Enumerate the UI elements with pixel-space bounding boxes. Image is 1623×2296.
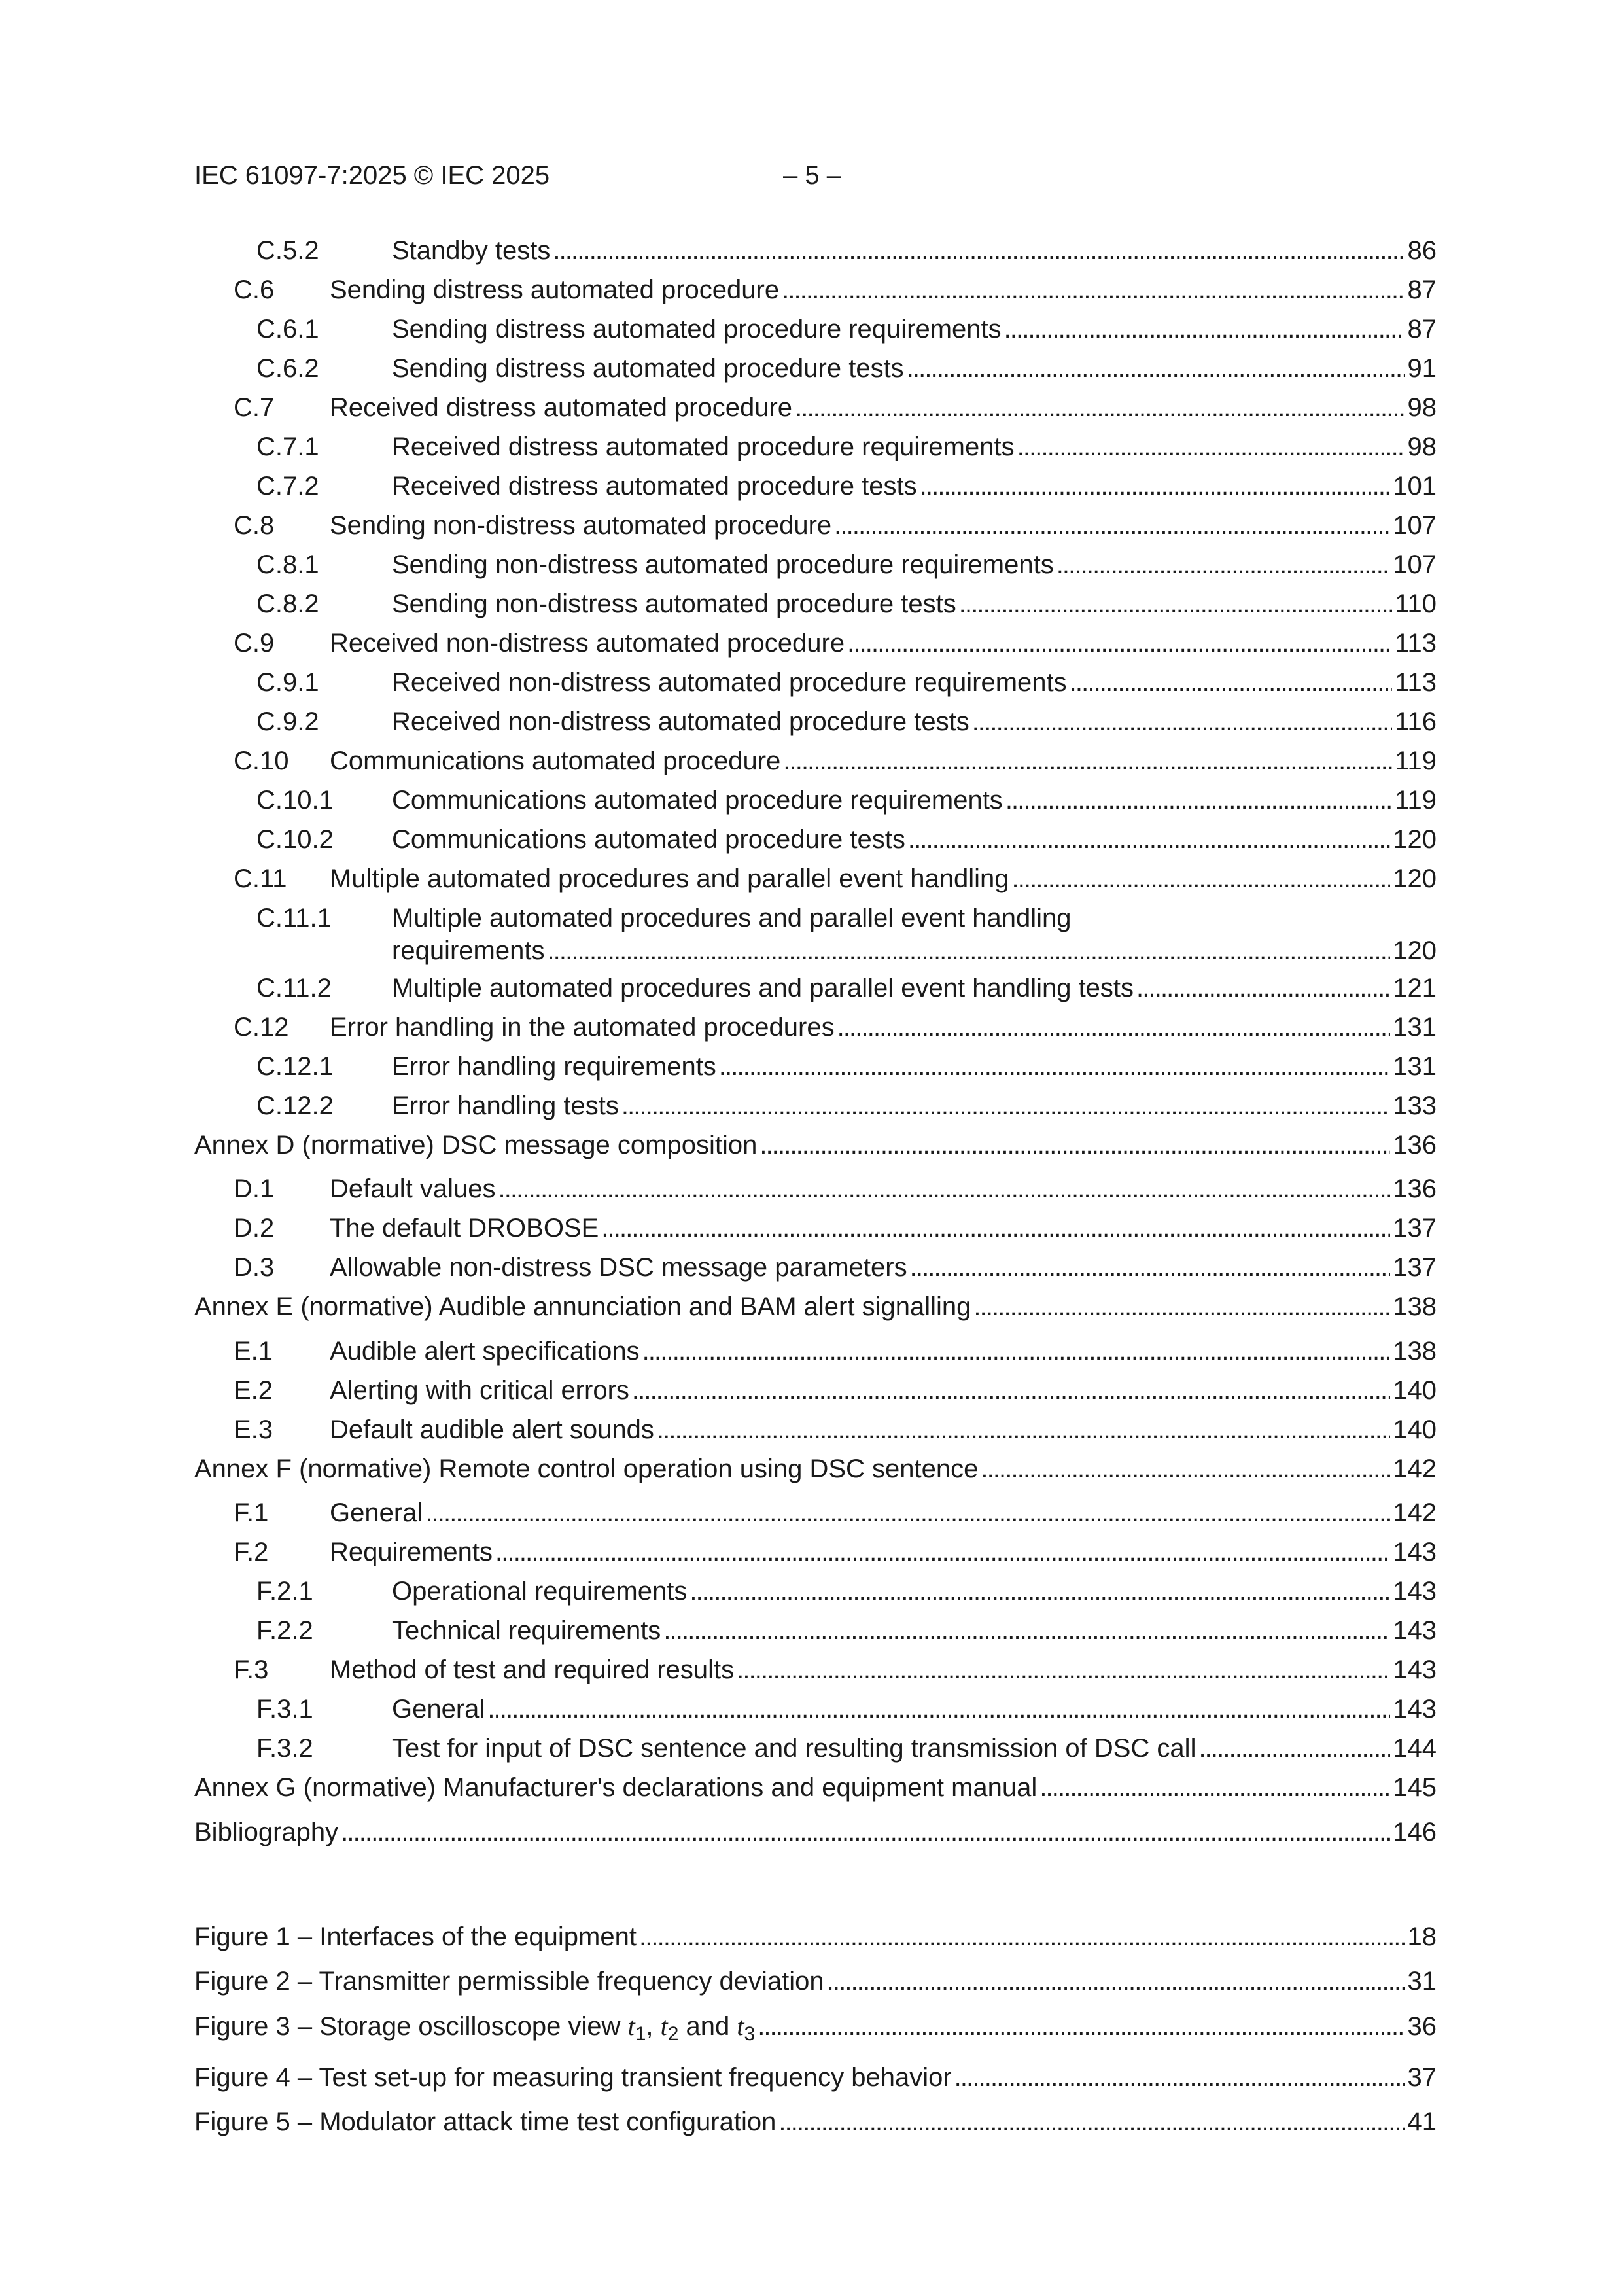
dot-leader — [795, 391, 1405, 424]
toc-entry-title: Error handling tests — [392, 1091, 619, 1120]
toc-entry-line — [330, 862, 1437, 895]
toc-entry-number: C.12 — [234, 1013, 289, 1042]
toc-entry-number: C.8.2 — [256, 590, 319, 618]
toc-entry-title: Communications automated procedure tests — [392, 825, 905, 854]
toc-entry[interactable] — [194, 1050, 1437, 1083]
toc-entry-number: C.8.1 — [256, 550, 319, 579]
dot-leader — [737, 1653, 1390, 1686]
toc-entry[interactable] — [194, 1089, 1437, 1122]
toc-entry-line — [392, 1575, 1437, 1608]
dot-leader — [719, 1050, 1390, 1083]
toc-entry-title: Sending non-distress automated procedure tests — [392, 590, 956, 618]
toc-entry-title: Sending distress automated procedure tests — [392, 354, 904, 383]
toc-entry-line — [330, 1011, 1437, 1044]
toc-entry[interactable] — [194, 352, 1437, 385]
toc-entry-title: Standby tests — [392, 236, 551, 265]
toc-entry-line — [392, 705, 1437, 738]
toc-entry-line — [330, 627, 1437, 660]
dot-leader — [1017, 431, 1405, 463]
figure-list-entry[interactable] — [194, 1920, 1437, 1953]
toc-entry-title: General — [392, 1695, 485, 1723]
dot-leader — [689, 1575, 1390, 1608]
toc-entry[interactable] — [194, 1453, 1437, 1485]
toc-entry-title: Received distress automated procedure — [330, 393, 793, 422]
toc-entry-line — [392, 823, 1437, 856]
toc-entry-title: Annex F (normative) Remote control operation using DSC sentence — [194, 1455, 979, 1483]
toc-entry-page: 120 — [1393, 936, 1437, 965]
figure-list-entry[interactable] — [194, 2010, 1437, 2043]
toc-entry-line — [330, 391, 1437, 424]
toc-entry-number: E.2 — [234, 1376, 273, 1405]
toc-entry-line — [392, 1050, 1437, 1083]
toc-entry-page: 107 — [1393, 550, 1437, 579]
dot-leader — [1039, 1771, 1390, 1804]
dot-leader — [1136, 972, 1390, 1004]
toc-entry[interactable] — [194, 627, 1437, 660]
toc-entry-page: 91 — [1407, 354, 1437, 383]
toc-entry-line — [194, 1816, 1437, 1848]
figure-entry-title: Figure 1 – Interfaces of the equipment — [194, 1922, 637, 1951]
separator-comma: , — [646, 2012, 661, 2041]
dot-leader — [783, 745, 1392, 777]
toc-entry[interactable] — [194, 1732, 1437, 1765]
dot-leader — [553, 234, 1405, 267]
toc-entry-page: 120 — [1393, 864, 1437, 893]
toc-entry-page: 120 — [1393, 825, 1437, 854]
toc-entry-line — [392, 666, 1437, 699]
variable-t3: t — [737, 2011, 744, 2041]
toc-entry[interactable] — [194, 745, 1437, 777]
toc-entry-page: 137 — [1393, 1253, 1437, 1282]
toc-entry-page: 143 — [1393, 1695, 1437, 1723]
toc-entry-page: 146 — [1393, 1818, 1437, 1846]
page-header — [194, 159, 1437, 192]
toc-entry-number: D.1 — [234, 1174, 275, 1203]
toc-entry-line — [392, 234, 1437, 267]
toc-entry-page: 143 — [1393, 1655, 1437, 1684]
toc-entry[interactable] — [194, 588, 1437, 620]
dot-leader — [758, 2010, 1405, 2043]
dot-leader — [1005, 784, 1392, 817]
toc-entry-number: F.2.1 — [256, 1577, 313, 1606]
toc-entry[interactable] — [194, 313, 1437, 345]
dot-leader — [759, 1129, 1390, 1161]
dot-leader — [1011, 862, 1390, 895]
toc-entry-line — [392, 1614, 1437, 1647]
toc-entry-title: The default DROBOSE — [330, 1214, 599, 1243]
toc-entry-number: C.11.2 — [256, 974, 332, 1002]
dot-leader — [341, 1816, 1390, 1848]
toc-entry[interactable] — [194, 1335, 1437, 1368]
dot-leader — [834, 509, 1390, 542]
toc-entry-page: 136 — [1393, 1174, 1437, 1203]
toc-entry-title: Sending non-distress automated procedure requirements — [392, 550, 1054, 579]
toc-entry-number: C.12.2 — [256, 1091, 334, 1120]
toc-entry-number: C.6.2 — [256, 354, 319, 383]
toc-entry-number: C.10 — [234, 747, 289, 775]
figure-title-text: Figure 3 – Storage oscilloscope view — [194, 2012, 628, 2041]
toc-entry-number: F.2.2 — [256, 1616, 313, 1645]
toc-entry-page: 107 — [1393, 511, 1437, 540]
toc-entry-title: Sending distress automated procedure — [330, 275, 780, 304]
dot-leader — [1070, 666, 1393, 699]
toc-entry-line — [330, 1536, 1437, 1568]
toc-entry-title: Received non-distress automated procedure — [330, 629, 845, 658]
toc-entry-title: Annex D (normative) DSC message composition — [194, 1131, 758, 1159]
toc-entry-title: Annex G (normative) Manufacturer's declarations and equipment manual — [194, 1773, 1038, 1802]
toc-entry-number: D.2 — [234, 1214, 275, 1243]
toc-entry-line — [330, 1212, 1437, 1245]
toc-entry[interactable] — [194, 705, 1437, 738]
toc-entry-page: 119 — [1395, 786, 1437, 815]
toc-entry-title: Multiple automated procedures and parallel event handling — [330, 864, 1009, 893]
toc-entry-number: C.12.1 — [256, 1052, 334, 1081]
dot-leader — [910, 1251, 1391, 1284]
toc-entry-title: Sending non-distress automated procedure — [330, 511, 832, 540]
toc-entry-page: 116 — [1395, 707, 1437, 736]
toc-entry[interactable] — [194, 431, 1437, 463]
figure-entry-line — [194, 2061, 1437, 2094]
toc-entry-page: 98 — [1407, 433, 1437, 461]
dot-leader — [639, 1920, 1405, 1953]
dot-leader — [959, 588, 1392, 620]
dot-leader — [601, 1212, 1390, 1245]
toc-entry-line — [330, 509, 1437, 542]
toc-entry-line — [392, 784, 1437, 817]
toc-entry[interactable] — [194, 1614, 1437, 1647]
toc-entry-title: Received non-distress automated procedure tests — [392, 707, 969, 736]
toc-entry-line — [392, 352, 1437, 385]
toc-entry-title: Received distress automated procedure tests — [392, 472, 917, 501]
variable-t2: t — [660, 2011, 668, 2041]
toc-entry-page: 142 — [1393, 1455, 1437, 1483]
figure-entry-line — [194, 2010, 1437, 2051]
dot-leader — [837, 1011, 1391, 1044]
toc-entry-number: C.10.2 — [256, 825, 334, 854]
toc-entry-title: Requirements — [330, 1538, 493, 1566]
toc-entry-line — [392, 1693, 1437, 1725]
toc-entry-page: 136 — [1393, 1131, 1437, 1159]
toc-entry-number: E.1 — [234, 1337, 273, 1366]
toc-entry-page: 101 — [1393, 472, 1437, 501]
toc-entry-line — [330, 1496, 1437, 1529]
dot-leader — [425, 1496, 1390, 1529]
toc-entry-title: Audible alert specifications — [330, 1337, 640, 1366]
toc-entry[interactable] — [194, 862, 1437, 895]
toc-entry[interactable] — [194, 1011, 1437, 1044]
dot-leader — [907, 352, 1405, 385]
toc-entry-page: 87 — [1407, 275, 1437, 304]
toc-entry-number: E.3 — [234, 1415, 273, 1444]
dot-leader — [1198, 1732, 1390, 1765]
dot-leader — [981, 1453, 1390, 1485]
dot-leader — [632, 1374, 1390, 1407]
variable-t2-subscript: 2 — [667, 2023, 679, 2045]
toc-entry-line — [392, 972, 1437, 1004]
toc-entry[interactable] — [194, 902, 1437, 967]
dot-leader — [621, 1089, 1390, 1122]
toc-entry-page: 144 — [1393, 1734, 1437, 1763]
toc-entry-number: C.10.1 — [256, 786, 334, 815]
dot-leader — [847, 627, 1392, 660]
toc-entry-line — [392, 588, 1437, 620]
toc-entry-page: 131 — [1393, 1052, 1437, 1081]
toc-entry[interactable] — [194, 1771, 1437, 1804]
toc-entry-line — [330, 1413, 1437, 1446]
dot-leader — [972, 705, 1393, 738]
toc-entry-title: Alerting with critical errors — [330, 1376, 629, 1405]
toc-entry[interactable] — [194, 1374, 1437, 1407]
toc-entry[interactable] — [194, 666, 1437, 699]
figure-entry-page: 41 — [1407, 2108, 1437, 2136]
toc-entry-title: Multiple automated procedures and parallel event handling tests — [392, 974, 1134, 1002]
figure-list-entry[interactable] — [194, 2106, 1437, 2138]
toc-entry-page: 86 — [1407, 236, 1437, 265]
toc-entry-line — [392, 431, 1437, 463]
toc-entry-title: requirements — [392, 936, 545, 965]
toc-entry-page: 137 — [1393, 1214, 1437, 1243]
toc-entry[interactable] — [194, 1816, 1437, 1848]
dot-leader — [778, 2106, 1405, 2138]
toc-entry-page: 138 — [1393, 1337, 1437, 1366]
toc-entry-title: Method of test and required results — [330, 1655, 735, 1684]
toc-entry-number: C.9.2 — [256, 707, 319, 736]
figure-entry-title: Figure 4 – Test set-up for measuring transient frequency behavior — [194, 2063, 952, 2092]
header-document-id: IEC 61097-7:2025 © IEC 2025 — [194, 161, 550, 190]
toc-entry-title-line1: Multiple automated procedures and parallel event handling — [392, 904, 1072, 932]
toc-entry-number: C.7 — [234, 393, 275, 422]
toc-entry[interactable] — [194, 1653, 1437, 1686]
dot-leader — [1056, 548, 1391, 581]
toc-entry-number: C.8 — [234, 511, 275, 540]
toc-entry-line — [330, 1335, 1437, 1368]
toc-entry-title: General — [330, 1498, 423, 1527]
toc-entry-page: 119 — [1395, 747, 1437, 775]
toc-entry-line — [392, 470, 1437, 503]
toc-entry[interactable] — [194, 1251, 1437, 1284]
dot-leader — [973, 1290, 1390, 1323]
toc-entry[interactable] — [194, 1496, 1437, 1529]
toc-entry-page: 145 — [1393, 1773, 1437, 1802]
toc-entry[interactable] — [194, 1536, 1437, 1568]
toc-entry-number: D.3 — [234, 1253, 275, 1282]
toc-entry-page: 87 — [1407, 315, 1437, 344]
toc-entry-title: Allowable non-distress DSC message parameters — [330, 1253, 907, 1282]
dot-leader — [1004, 313, 1405, 345]
variable-t1: t — [627, 2011, 635, 2041]
figure-entry-line — [194, 1965, 1437, 1998]
toc-entry[interactable] — [194, 391, 1437, 424]
toc-entry-number: C.6 — [234, 275, 275, 304]
toc-entry-page: 143 — [1393, 1538, 1437, 1566]
toc-entry-page: 110 — [1395, 590, 1437, 618]
toc-entry-title: Bibliography — [194, 1818, 339, 1846]
toc-entry-line — [392, 548, 1437, 581]
figure-entry-title — [194, 2010, 755, 2051]
toc-entry-title: Test for input of DSC sentence and resulting transmission of DSC call — [392, 1734, 1196, 1763]
toc-entry[interactable] — [194, 784, 1437, 817]
figure-entry-line — [194, 2106, 1437, 2138]
toc-entry[interactable] — [194, 1290, 1437, 1323]
toc-entry-number: C.5.2 — [256, 236, 319, 265]
variable-t3-subscript: 3 — [744, 2023, 756, 2045]
toc-entry-line — [194, 1453, 1437, 1485]
toc-entry-number: C.9.1 — [256, 668, 319, 697]
toc-entry-number: F.3.2 — [256, 1734, 313, 1763]
dot-leader — [498, 1173, 1390, 1205]
dot-leader — [547, 934, 1390, 967]
toc-entry-page: 143 — [1393, 1616, 1437, 1645]
figure-entry-title: Figure 2 – Transmitter permissible frequency deviation — [194, 1967, 824, 1996]
toc-entry-line — [330, 1374, 1437, 1407]
toc-entry-title: Received non-distress automated procedure requirements — [392, 668, 1067, 697]
toc-entry-number: C.7.1 — [256, 433, 319, 461]
toc-entry-number: C.9 — [234, 629, 275, 658]
toc-entry-number: F.1 — [234, 1498, 269, 1527]
toc-entry[interactable] — [194, 1129, 1437, 1161]
toc-entry-line — [330, 1173, 1437, 1205]
toc-entry-number: F.3 — [234, 1655, 269, 1684]
toc-entry-page: 133 — [1393, 1091, 1437, 1120]
figure-entry-page: 31 — [1407, 1967, 1437, 1996]
toc-entry[interactable] — [194, 470, 1437, 503]
toc-entry-page: 113 — [1395, 668, 1437, 697]
figure-entry-page: 18 — [1407, 1922, 1437, 1951]
toc-entry-line — [330, 1251, 1437, 1284]
toc-entry-title: Technical requirements — [392, 1616, 661, 1645]
toc-entry-number: F.3.1 — [256, 1695, 313, 1723]
dot-leader — [954, 2061, 1405, 2094]
toc-entry[interactable] — [194, 274, 1437, 306]
dot-leader — [642, 1335, 1391, 1368]
toc-entry[interactable] — [194, 972, 1437, 1004]
toc-entry-title: Received distress automated procedure requirements — [392, 433, 1015, 461]
toc-entry[interactable] — [194, 1575, 1437, 1608]
figure-list-entry[interactable] — [194, 2061, 1437, 2094]
toc-entry-title: Error handling requirements — [392, 1052, 716, 1081]
toc-entry[interactable] — [194, 1173, 1437, 1205]
toc-entry[interactable] — [194, 548, 1437, 581]
dot-leader — [920, 470, 1391, 503]
toc-entry-title: Communications automated procedure — [330, 747, 781, 775]
figure-entry-page: 36 — [1407, 2012, 1437, 2041]
toc-entry-number: F.2 — [234, 1538, 269, 1566]
toc-entry-line — [194, 1771, 1437, 1804]
toc-entry-title: Default values — [330, 1174, 496, 1203]
toc-entry-title: Sending distress automated procedure requirements — [392, 315, 1002, 344]
toc-entry-page: 143 — [1393, 1577, 1437, 1606]
variable-t1-subscript: 1 — [635, 2023, 646, 2045]
toc-entry-line — [392, 934, 1437, 967]
toc-entry-title: Communications automated procedure requirements — [392, 786, 1003, 815]
figure-entry-line — [194, 1920, 1437, 1953]
toc-entry-line — [392, 1089, 1437, 1122]
header-page-number: – 5 – — [783, 161, 841, 190]
toc-entry-number: C.6.1 — [256, 315, 319, 344]
toc-entry-line — [330, 1653, 1437, 1686]
dot-leader — [495, 1536, 1390, 1568]
toc-entry-page: 140 — [1393, 1376, 1437, 1405]
toc-entry-title: Error handling in the automated procedures — [330, 1013, 835, 1042]
toc-entry-page: 142 — [1393, 1498, 1437, 1527]
toc-entry-title: Annex E (normative) Audible annunciation and BAM alert signalling — [194, 1292, 971, 1321]
dot-leader — [908, 823, 1390, 856]
toc-entry[interactable] — [194, 823, 1437, 856]
toc-entry-number: C.7.2 — [256, 472, 319, 501]
toc-entry-page: 138 — [1393, 1292, 1437, 1321]
dot-leader — [827, 1965, 1405, 1998]
toc-entry-page: 131 — [1393, 1013, 1437, 1042]
figure-entry-title: Figure 5 – Modulator attack time test configuration — [194, 2108, 777, 2136]
toc-entry-page: 121 — [1393, 974, 1437, 1002]
separator-and: and — [678, 2012, 737, 2041]
dot-leader — [487, 1693, 1390, 1725]
figure-entry-page: 37 — [1407, 2063, 1437, 2092]
dot-leader — [782, 274, 1405, 306]
toc-entry-number: C.11.1 — [256, 904, 332, 932]
toc-entry[interactable] — [194, 1212, 1437, 1245]
toc-entry-title: Default audible alert sounds — [330, 1415, 654, 1444]
toc-entry-number: C.11 — [234, 864, 287, 893]
toc-entry[interactable] — [194, 1413, 1437, 1446]
toc-entry-line — [392, 313, 1437, 345]
dot-leader — [657, 1413, 1390, 1446]
figure-list-entry[interactable] — [194, 1965, 1437, 1998]
toc-entry-page: 113 — [1395, 629, 1437, 658]
toc-entry[interactable] — [194, 509, 1437, 542]
dot-leader — [663, 1614, 1390, 1647]
toc-entry-title: Operational requirements — [392, 1577, 688, 1606]
toc-entry[interactable] — [194, 234, 1437, 267]
toc-entry-line — [392, 1732, 1437, 1765]
toc-entry-line — [194, 1290, 1437, 1323]
toc-entry[interactable] — [194, 1693, 1437, 1725]
toc-entry-line — [330, 274, 1437, 306]
toc-entry-line — [194, 1129, 1437, 1161]
toc-entry-line — [330, 745, 1437, 777]
toc-entry-page: 140 — [1393, 1415, 1437, 1444]
toc-entry-page: 98 — [1407, 393, 1437, 422]
